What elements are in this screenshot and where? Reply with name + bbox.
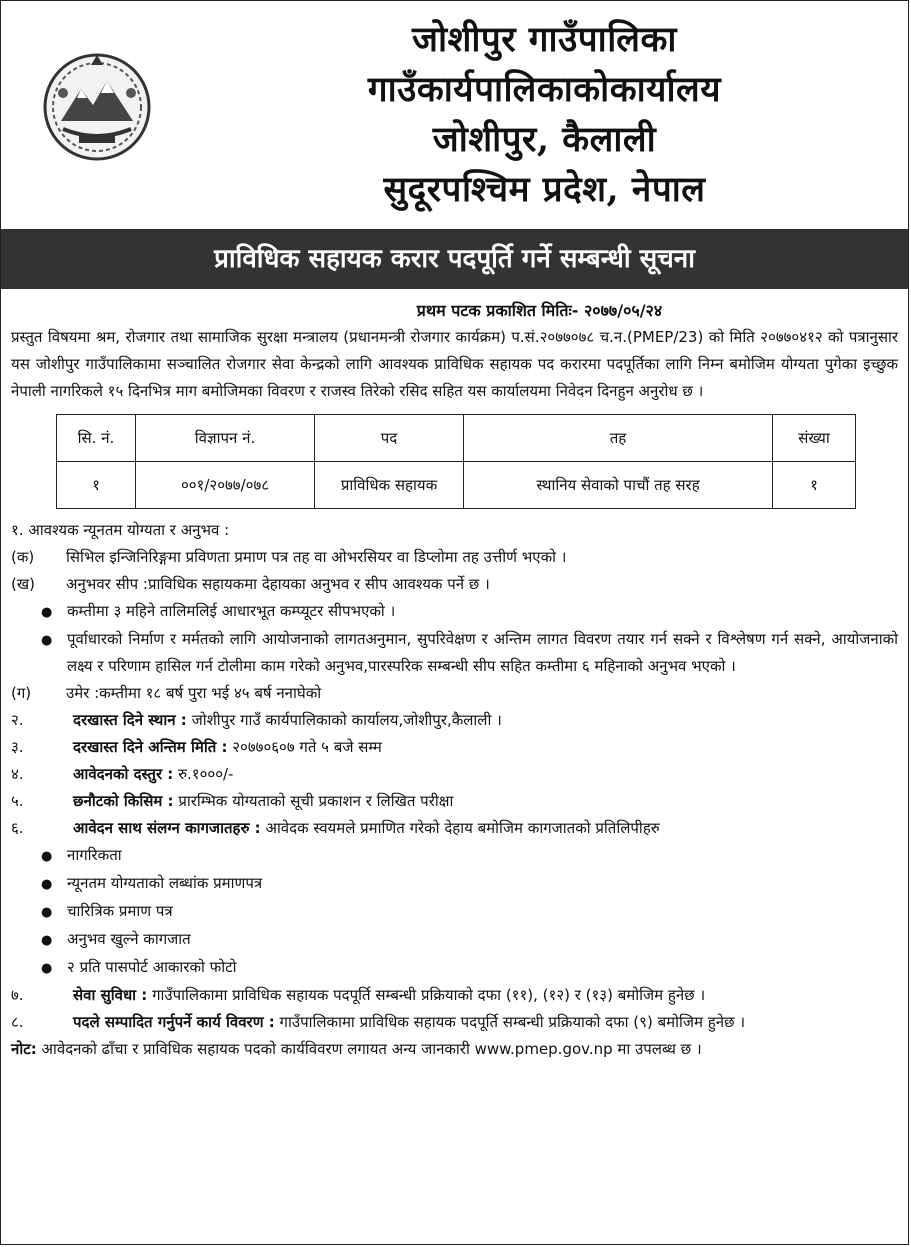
col-level: तह: [464, 415, 773, 462]
item-label: दरखास्त दिने स्थान :: [73, 711, 187, 729]
list-item: [41, 626, 898, 680]
bullet-text: पूर्वाधारको निर्माण र मर्मतको लागि आयोजनाको लागतअनुमान, सुपरिवेक्षण र अन्तिम लागत विवरण तयार गर्न सक्ने र विश्लेषण गर्न सक्ने, आयोजनाको लक्ष्य र परिणाम हासिल गर्न टोलीमा काम गरेको अनुभव,पारस्परिक सम्बन्धी सीप सहित कम्तीमा ६ महिनाको अनुभव भएको ।: [67, 630, 898, 675]
item-label: सेवा सुविधा :: [73, 986, 148, 1004]
bullet-icon: [41, 954, 67, 982]
office-name: गाउँकार्यपालिकाकोकार्यालय: [367, 69, 722, 110]
kha-text: अनुभवर सीप :प्राविधिक सहायकमा देहायका अनुभव र सीप आवश्यक पर्ने छ ।: [66, 575, 490, 593]
item-text: प्रारम्भिक योग्यताको सूची प्रकाशन र लिखित परीक्षा: [173, 792, 454, 810]
item-5: [11, 788, 898, 815]
ka-text: सिभिल इन्जिनिरिङ्गमा प्रविणता प्रमाण पत्र तह वा ओभरसियर वा डिप्लोमा तह उत्तीर्ण भएको ।: [66, 548, 567, 566]
item-label: पदले सम्पादित गर्नुपर्ने कार्य विवरण :: [73, 1013, 275, 1031]
note-label: नोट:: [11, 1040, 37, 1058]
bullet-icon: [41, 842, 67, 870]
nepal-emblem-icon: [41, 51, 153, 163]
bullet-icon: [41, 898, 67, 926]
qualification-ga: [11, 680, 898, 707]
item-3: [11, 734, 898, 761]
office-header: [1, 1, 908, 223]
doc-text: अनुभव खुल्ने कागजात: [67, 930, 191, 948]
cell-post: प्राविधिक सहायक: [315, 462, 464, 509]
list-item: [41, 598, 898, 626]
item-label: आवेदन साथ संलग्न कागजातहरु :: [73, 819, 261, 837]
item-number: ३.: [11, 738, 24, 756]
col-post: पद: [315, 415, 464, 462]
municipality-name: जोशीपुर गाउँपालिका: [412, 19, 677, 60]
col-sn: सि. नं.: [57, 415, 136, 462]
item-text: जोशीपुर गाउँ कार्यपालिकाको कार्यालय,जोशीपुर,कैलाली ।: [186, 711, 502, 729]
kha-label: (ख): [11, 575, 35, 593]
item-number: २.: [11, 711, 24, 729]
province-name: सुदूरपश्चिम प्रदेश, नेपाल: [383, 169, 706, 210]
item-8: [11, 1009, 898, 1036]
list-item: [41, 842, 898, 870]
item-text: रु.१०००/-: [173, 765, 234, 783]
ga-label: (ग): [11, 684, 32, 702]
cell-ad-no: ००१/२०७७/०७८: [136, 462, 315, 509]
office-location: जोशीपुर, कैलाली: [432, 119, 657, 160]
vacancy-table: [56, 414, 856, 509]
col-ad-no: विज्ञापन नं.: [136, 415, 315, 462]
ga-text: उमेर :कम्तीमा १८ बर्ष पुरा भई ४५ बर्ष ननाघेको: [66, 684, 322, 702]
bullet-text: कम्तीमा ३ महिने तालिमलिई आधारभूत कम्प्यूटर सीपभएको ।: [67, 602, 396, 620]
cell-level: स्थानिय सेवाको पाचौं तह सरह: [464, 462, 773, 509]
doc-text: न्यूनतम योग्यताको लब्धांक प्रमाणपत्र: [67, 874, 263, 892]
bullet-icon: [41, 598, 67, 626]
table-row: [57, 462, 856, 509]
col-count: संख्या: [773, 415, 856, 462]
bullet-icon: [41, 870, 67, 898]
qualification-kha: [11, 571, 898, 598]
item-number: ८.: [11, 1013, 24, 1031]
notice-title-banner: प्राविधिक सहायक करार पदपूर्ति गर्ने सम्बन्धी सूचना: [1, 229, 908, 289]
item-4: [11, 761, 898, 788]
cell-sn: १: [57, 462, 136, 509]
qualification-ka: [11, 544, 898, 571]
doc-text: २ प्रति पासपोर्ट आकारको फोटो: [67, 958, 237, 976]
list-item: [41, 870, 898, 898]
bullet-icon: [41, 626, 67, 680]
item-text: आवेदक स्वयमले प्रमाणित गरेको देहाय बमोजिम कागजातको प्रतिलिपीहरु: [260, 819, 660, 837]
doc-text: नागरिकता: [67, 846, 122, 864]
item-number: ६.: [11, 819, 24, 837]
item-text: गाउँपालिकामा प्राविधिक सहायक पदपूर्ति सम्बन्धी प्रक्रियाको दफा (११), (१२) र (१३) बमोजिम हुनेछ ।: [147, 986, 706, 1004]
intro-paragraph: प्रस्तुत विषयमा श्रम, रोजगार तथा सामाजिक सुरक्षा मन्त्रालय (प्रधानमन्त्री रोजगार कार्यक्रम) प.सं.२०७७०७८ च.न.(PMEP/23) को मिति २०७७०४१२ को पत्रानुसार यस जोशीपुर गाउँपालिकामा सञ्चालित रोजगार सेवा केन्द्रको लागि आवश्यक प्राविधिक सहायक पद करारमा पदपूर्तिका लागि निम्न बमोजिम योग्यता पुगेका इच्छुक नेपाली नागरिकले १५ दिनभित्र माग बमोजिमका विवरण र राजस्व तिरेको रसिद सहित यस कार्यालयमा निवेदन दिनहुन अनुरोध छ ।: [11, 328, 898, 400]
item-text: २०७७०६०७ गते ५ बजे सम्म: [227, 738, 382, 756]
doc-text: चारित्रिक प्रमाण पत्र: [67, 902, 173, 920]
publish-date: प्रथम पटक प्रकाशित मितिः- २०७७/०५/२४: [416, 301, 663, 320]
cell-count: १: [773, 462, 856, 509]
footer-note: [11, 1036, 898, 1063]
item-label: दरखास्त दिने अन्तिम मिति :: [73, 738, 228, 756]
qualification-heading: १. आवश्यक न्यूनतम योग्यता र अनुभव :: [11, 521, 230, 539]
item-number: ४.: [11, 765, 24, 783]
item-6: [11, 815, 898, 842]
item-7: [11, 982, 898, 1009]
list-item: [41, 898, 898, 926]
list-item: [41, 954, 898, 982]
bullet-icon: [41, 926, 67, 954]
note-text: आवेदनको ढाँचा र प्राविधिक सहायक पदको कार्यविवरण लगायत अन्य जानकारी www.pmep.gov.np मा उपलब्ध छ ।: [36, 1040, 702, 1058]
item-label: आवेदनको दस्तुर :: [73, 765, 174, 783]
item-label: छनौटको किसिम :: [73, 792, 174, 810]
item-number: ५.: [11, 792, 24, 810]
ka-label: (क): [11, 548, 35, 566]
item-2: [11, 707, 898, 734]
list-item: [41, 926, 898, 954]
notice-body: [11, 297, 898, 1063]
item-text: गाउँपालिकामा प्राविधिक सहायक पदपूर्ति सम्बन्धी प्रक्रियाको दफा (९) बमोजिम हुनेछ ।: [274, 1013, 746, 1031]
table-header-row: [57, 415, 856, 462]
item-number: ७.: [11, 986, 24, 1004]
